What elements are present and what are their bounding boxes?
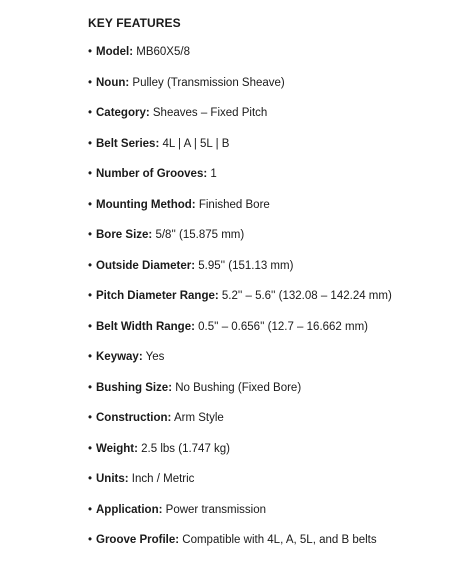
bullet-icon: • bbox=[88, 320, 93, 333]
feature-item-outside-diameter bbox=[88, 258, 460, 274]
bullet-icon: • bbox=[88, 442, 93, 455]
feature-key: Mounting Method: bbox=[96, 198, 196, 211]
feature-key: Construction: bbox=[96, 412, 172, 424]
feature-item-category bbox=[88, 105, 460, 121]
feature-key: Belt Width Range: bbox=[96, 320, 195, 333]
feature-item-pitch-diameter-range bbox=[88, 288, 460, 304]
feature-value: 5.2'' – 5.6'' (132.08 – 142.24 mm) bbox=[221, 290, 392, 302]
feature-value: Compatible with 4L, A, 5L, and B belts bbox=[182, 534, 377, 546]
feature-value: 2.5 lbs (1.747 kg) bbox=[141, 442, 231, 455]
bullet-icon: • bbox=[88, 290, 93, 302]
feature-key: Application: bbox=[96, 503, 163, 516]
feature-key: Model: bbox=[96, 46, 134, 58]
feature-key: Bore Size: bbox=[96, 229, 153, 241]
feature-key: Keyway: bbox=[96, 351, 143, 363]
feature-item-weight bbox=[88, 441, 460, 457]
feature-item-belt-series bbox=[88, 136, 460, 152]
feature-key: Pitch Diameter Range: bbox=[96, 290, 219, 302]
feature-key: Units: bbox=[96, 473, 129, 485]
feature-value: Pulley (Transmission Sheave) bbox=[132, 76, 285, 89]
bullet-icon: • bbox=[88, 229, 93, 241]
feature-key: Bushing Size: bbox=[96, 381, 173, 394]
bullet-icon: • bbox=[88, 168, 93, 180]
feature-item-bushing-size bbox=[88, 380, 460, 396]
feature-item-groove-profile bbox=[88, 532, 460, 548]
section-heading: KEY FEATURES bbox=[88, 16, 181, 30]
feature-item-belt-width-range bbox=[88, 319, 460, 335]
feature-key: Groove Profile: bbox=[96, 534, 180, 546]
feature-value: Yes bbox=[145, 351, 165, 363]
feature-item-construction bbox=[88, 410, 460, 426]
bullet-icon: • bbox=[88, 351, 93, 363]
feature-item-mounting-method bbox=[88, 197, 460, 213]
bullet-icon: • bbox=[88, 107, 93, 119]
bullet-icon: • bbox=[88, 503, 93, 516]
feature-value: 5.95'' (151.13 mm) bbox=[198, 259, 294, 272]
bullet-icon: • bbox=[88, 473, 93, 485]
bullet-icon: • bbox=[88, 412, 93, 424]
bullet-icon: • bbox=[88, 137, 93, 150]
feature-key: Belt Series: bbox=[96, 137, 160, 150]
feature-value: 5/8'' (15.875 mm) bbox=[155, 229, 245, 241]
feature-item-bore-size bbox=[88, 227, 460, 243]
feature-list bbox=[88, 44, 460, 548]
bullet-icon: • bbox=[88, 198, 93, 211]
feature-key: Category: bbox=[96, 107, 150, 119]
bullet-icon: • bbox=[88, 534, 93, 546]
feature-key: Outside Diameter: bbox=[96, 259, 196, 272]
bullet-icon: • bbox=[88, 381, 93, 394]
feature-value: MB60X5/8 bbox=[136, 46, 190, 58]
feature-item-number-of-grooves bbox=[88, 166, 460, 182]
feature-value: 0.5'' – 0.656'' (12.7 – 16.662 mm) bbox=[198, 320, 369, 333]
feature-key: Number of Grooves: bbox=[96, 168, 208, 180]
feature-value: No Bushing (Fixed Bore) bbox=[175, 381, 302, 394]
bullet-icon: • bbox=[88, 259, 93, 272]
feature-value: Arm Style bbox=[173, 412, 224, 424]
bullet-icon: • bbox=[88, 46, 93, 58]
feature-key: Weight: bbox=[96, 442, 138, 455]
feature-value: Finished Bore bbox=[198, 198, 270, 211]
feature-value: Power transmission bbox=[165, 503, 266, 516]
bullet-icon: • bbox=[88, 76, 93, 89]
feature-key: Noun: bbox=[96, 76, 130, 89]
feature-value: Sheaves – Fixed Pitch bbox=[152, 107, 268, 119]
feature-item-application bbox=[88, 502, 460, 518]
feature-value: Inch / Metric bbox=[131, 473, 195, 485]
feature-item-units bbox=[88, 471, 460, 487]
feature-value: 1 bbox=[210, 168, 217, 180]
feature-value: 4L | A | 5L | B bbox=[162, 137, 230, 150]
feature-item-noun bbox=[88, 75, 460, 91]
feature-item-keyway bbox=[88, 349, 460, 365]
feature-item-model bbox=[88, 44, 460, 60]
